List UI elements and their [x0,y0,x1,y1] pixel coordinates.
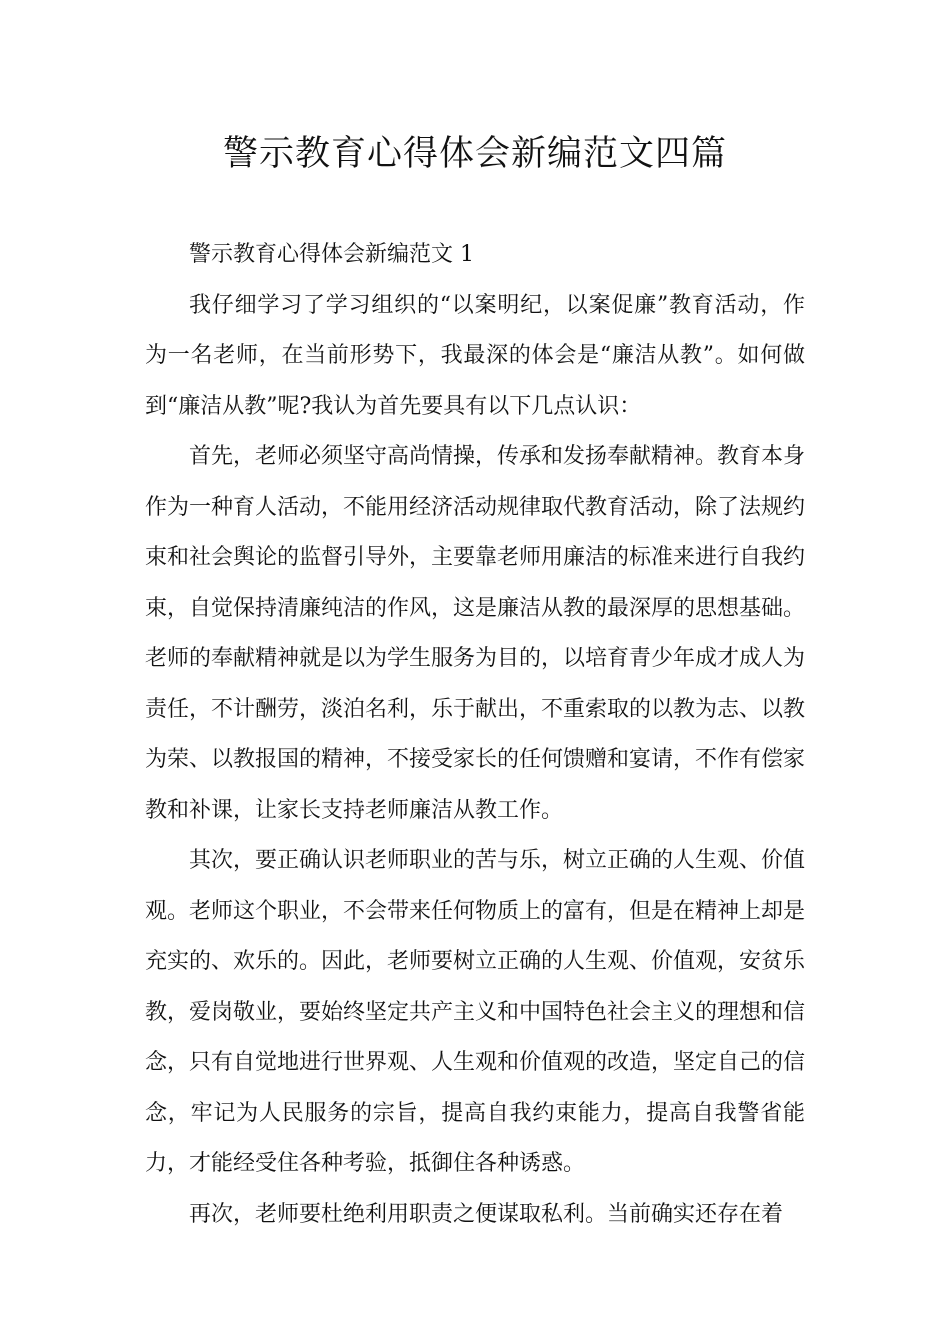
document-body [145,230,805,1240]
paragraph-1: 我仔细学习了学习组织的“以案明纪，以案促廉”教育活动，作为一名老师，在当前形势下，我最深的体会是“廉洁从教”。如何做到“廉洁从教”呢?我认为首先要具有以下几点认识： [145,292,805,419]
paragraph-2: 首先，老师必须坚守高尚情操，传承和发扬奉献精神。教育本身作为一种育人活动，不能用经济活动规律取代教育活动，除了法规约束和社会舆论的监督引导外，主要靠老师用廉洁的标准来进行自我约束，自觉保持清廉纯洁的作风，这是廉洁从教的最深厚的思想基础。老师的奉献精神就是以为学生服务为目的，以培育青少年成才成人为责任，不计酬劳，淡泊名利，乐于献出，不重索取的以教为志、以教为荣、以教报国的精神，不接受家长的任何馈赠和宴请，不作有偿家教和补课，让家长支持老师廉洁从教工作。 [145,444,806,823]
section-heading: 警示教育心得体会新编范文 1 [189,242,474,267]
paragraph-4: 再次，老师要杜绝利用职责之便谋取私利。当前确实还存在着 [189,1201,784,1227]
document-title: 警示教育心得体会新编范文四篇 [222,134,727,174]
paragraph-3: 其次，要正确认识老师职业的苦与乐，树立正确的人生观、价值观。老师这个职业，不会带来任何物质上的富有，但是在精神上却是充实的、欢乐的。因此，老师要树立正确的人生观、价值观，安贫乐教，爱岗敬业，要始终坚定共产主义和中国特色社会主义的理想和信念，只有自觉地进行世界观、人生观和价值观的改造，坚定自己的信念，牢记为人民服务的宗旨，提高自我约束能力，提高自我警省能力，才能经受住各种考验，抵御住各种诱惑。 [145,848,806,1176]
